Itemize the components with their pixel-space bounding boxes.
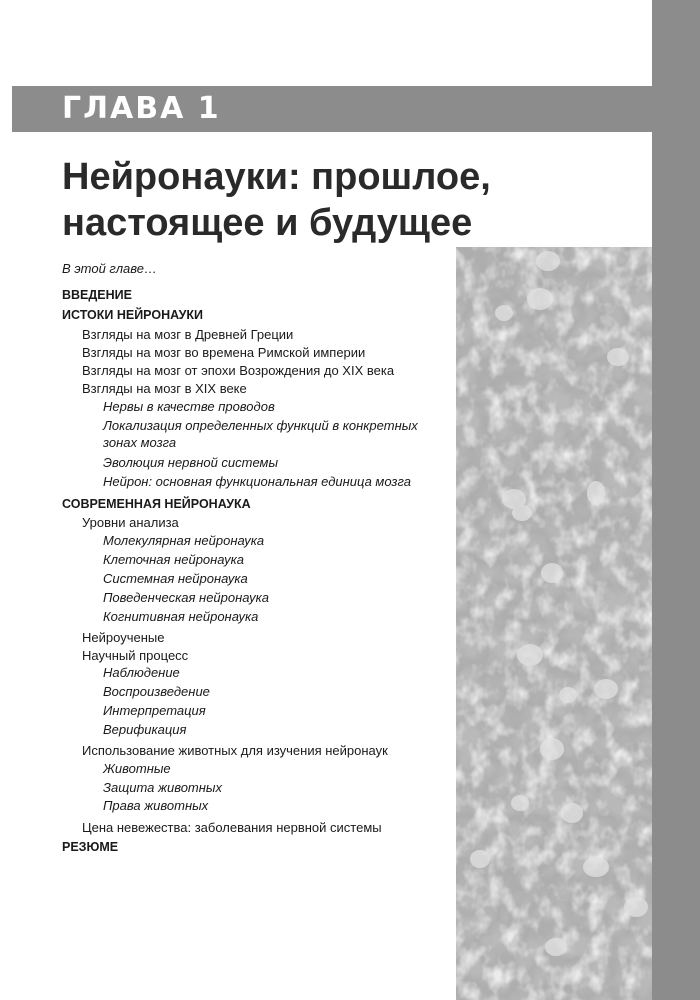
neural-texture-image: [456, 247, 652, 1000]
contents-subitem: Нейрон: основная функциональная единица мозга: [103, 474, 411, 489]
contents-subitem: Защита животных: [103, 780, 222, 795]
contents-item: Уровни анализа: [82, 515, 179, 530]
contents-intro: В этой главе…: [62, 261, 157, 276]
contents-subitem: зонах мозга: [103, 435, 177, 450]
chapter-title-line-1: Нейронауки: прошлое,: [62, 156, 491, 198]
contents-subitem: Поведенческая нейронаука: [103, 590, 269, 605]
contents-section-heading: РЕЗЮМЕ: [62, 840, 119, 854]
contents-subitem: Наблюдение: [103, 665, 180, 680]
contents-subitem: Эволюция нервной системы: [103, 455, 279, 470]
contents-item: Взгляды на мозг от эпохи Возрождения до XIX века: [82, 363, 395, 378]
contents-item: Взгляды на мозг в Древней Греции: [82, 327, 294, 342]
contents-item: Взгляды на мозг во времена Римской империи: [82, 345, 366, 360]
contents-item: Научный процесс: [82, 648, 189, 663]
contents-subitem: Системная нейронаука: [103, 571, 248, 586]
contents-subitem: Права животных: [103, 798, 209, 813]
contents-subitem: Молекулярная нейронаука: [103, 533, 265, 548]
contents-subitem: Интерпретация: [103, 703, 206, 718]
chapter-title-line-2: настоящее и будущее: [62, 202, 473, 244]
chapter-label: ГЛАВА 1: [62, 91, 221, 126]
contents-item: Нейроученые: [82, 630, 165, 645]
contents-subitem: Когнитивная нейронаука: [103, 609, 259, 624]
contents-item: Взгляды на мозг в XIX веке: [82, 381, 247, 396]
contents-section-heading: ИСТОКИ НЕЙРОНАУКИ: [62, 308, 204, 322]
contents-subitem: Клеточная нейронаука: [103, 552, 244, 567]
contents-item: Использование животных для изучения нейронаук: [82, 743, 388, 758]
contents-subitem: Животные: [103, 761, 171, 776]
contents-subitem: Верификация: [103, 722, 187, 737]
contents-section-heading: ВВЕДЕНИЕ: [62, 288, 132, 302]
contents-subitem: Воспроизведение: [103, 684, 210, 699]
contents-subitem: Нервы в качестве проводов: [103, 399, 275, 414]
contents-section-heading: СОВРЕМЕННАЯ НЕЙРОНАУКА: [62, 497, 251, 511]
right-margin-strip: [652, 0, 700, 1000]
contents-item: Цена невежества: заболевания нервной системы: [82, 820, 382, 835]
contents-subitem: Локализация определенных функций в конкретных: [103, 418, 418, 433]
